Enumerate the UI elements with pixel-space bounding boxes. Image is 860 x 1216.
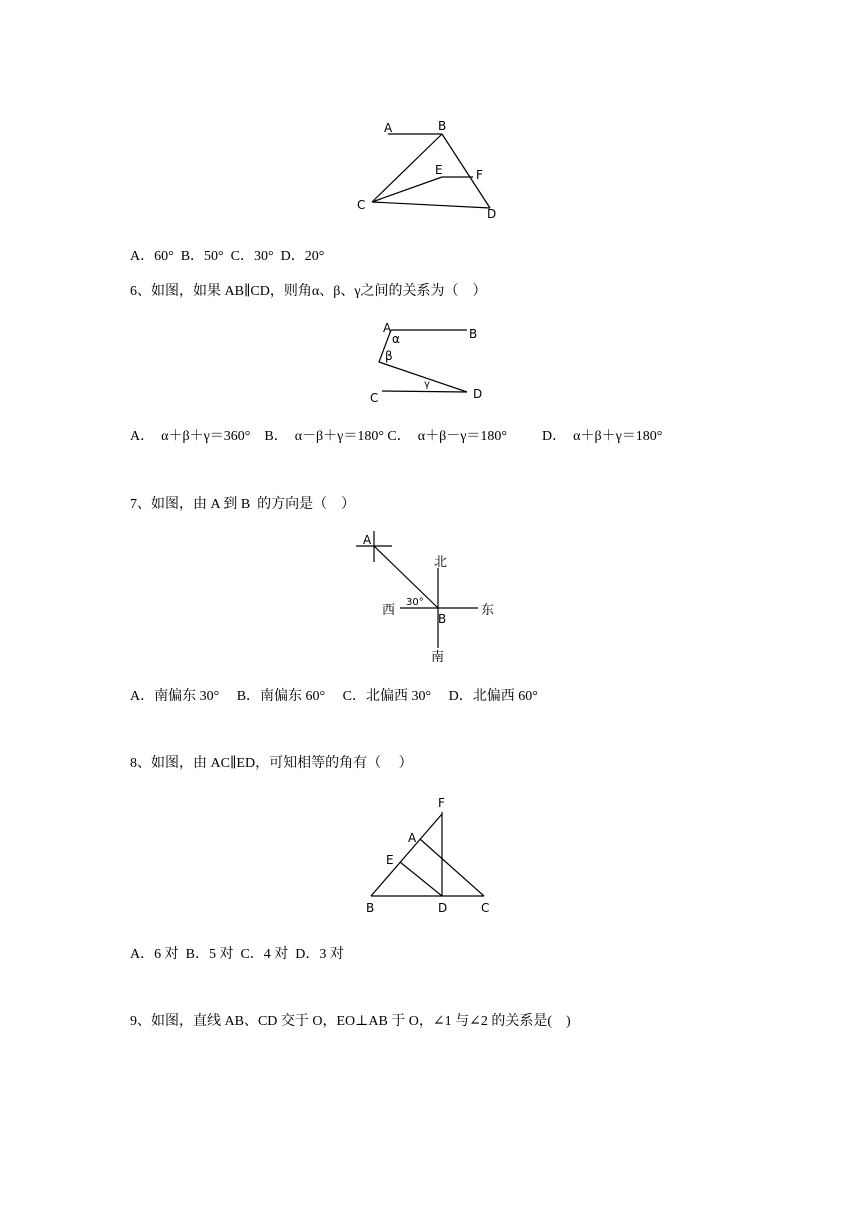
direction-west: 西 xyxy=(382,603,396,618)
point-label-d: D xyxy=(438,901,448,915)
q9-question: 9、如图，直线 AB、CD 交于 O，EO⊥AB 于 O，∠1 与∠2 的关系是( ) xyxy=(130,1014,571,1029)
point-label-a: A xyxy=(384,121,393,135)
angle-label-beta: β xyxy=(385,349,393,363)
point-label-f: F xyxy=(438,796,445,810)
point-label-b: B xyxy=(438,612,447,626)
direction-east: 东 xyxy=(481,603,495,618)
point-label-e: E xyxy=(435,163,443,177)
angle-label-alpha: α xyxy=(392,332,400,346)
q5-options: A．60° B．50° C．30° D．20° xyxy=(130,249,325,264)
angle-label-gamma: γ xyxy=(424,379,430,390)
point-label-d: D xyxy=(473,387,483,401)
angle-label-30: 30° xyxy=(406,597,424,608)
q6-question: 6、如图，如果 AB∥CD，则角α、β、γ之间的关系为（ ） xyxy=(130,284,487,299)
point-label-b: B xyxy=(438,119,447,133)
q7-options: A．南偏东 30° B．南偏东 60° C．北偏西 30° D．北偏西 60° xyxy=(130,689,538,704)
point-label-a: A xyxy=(408,831,417,845)
point-label-d: D xyxy=(487,207,497,221)
point-label-b: B xyxy=(469,327,478,341)
point-label-a: A xyxy=(363,533,372,547)
point-label-c: C xyxy=(481,901,490,915)
point-label-c: C xyxy=(357,198,366,212)
point-label-b: B xyxy=(366,901,375,915)
direction-south: 南 xyxy=(431,650,445,665)
q7-question: 7、如图，由 A 到 B 的方向是（ ） xyxy=(130,497,356,512)
point-label-c: C xyxy=(370,391,379,405)
point-label-a: A xyxy=(383,321,392,335)
q7-figure xyxy=(352,526,512,668)
q8-options: A．6 对 B．5 对 C．4 对 D．3 对 xyxy=(130,947,344,962)
q6-options: A． α＋β＋γ＝360° B． α－β＋γ＝180° C． α＋β－γ＝180° D． α＋β＋γ＝180° xyxy=(130,429,663,444)
point-label-e: E xyxy=(386,853,394,867)
direction-north: 北 xyxy=(434,555,448,570)
q8-question: 8、如图，由 AC∥ED，可知相等的角有（ ） xyxy=(130,756,413,771)
point-label-f: F xyxy=(476,168,483,182)
q6-figure xyxy=(365,318,495,410)
q5-figure xyxy=(350,112,510,222)
q8-figure xyxy=(360,794,510,918)
